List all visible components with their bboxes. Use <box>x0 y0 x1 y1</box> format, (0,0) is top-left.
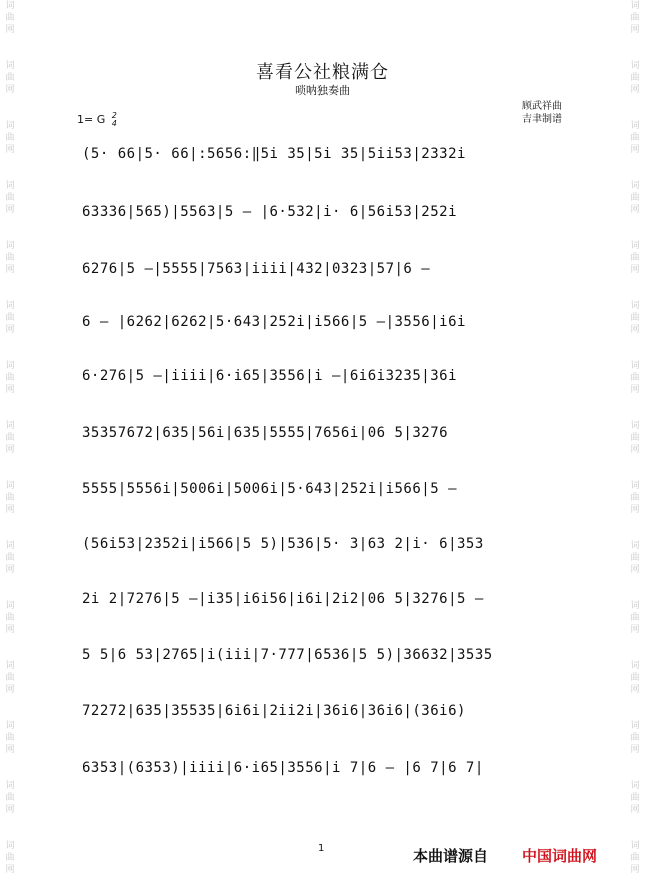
time-signature <box>112 112 117 128</box>
watermark-left <box>2 0 18 891</box>
watermark-group: 词 曲 网 <box>630 721 640 755</box>
staff-line: 5555|5556i|5006i|5006i|5·643|252i|i566|5 — <box>82 481 458 497</box>
composer: 顾武祥曲 <box>522 101 562 112</box>
page-number: 1 <box>318 843 325 854</box>
watermark-group: 词 曲 网 <box>630 121 640 155</box>
arranger: 吉聿制谱 <box>522 114 562 125</box>
watermark-group: 词 曲 网 <box>630 421 640 455</box>
watermark-group: 词 曲 网 <box>630 241 640 275</box>
watermark-group: 词 曲 网 <box>5 601 15 635</box>
watermark-right <box>627 0 643 891</box>
staff-line: 6353|(6353)|iiii|6·i65|3556|i 7|6 — |6 7|6 7| <box>82 760 484 776</box>
score-subtitle: 唢呐独奏曲 <box>295 84 350 97</box>
watermark-group: 词 曲 网 <box>5 421 15 455</box>
watermark-group: 词 曲 网 <box>630 1 640 35</box>
staff-line: 72272|635|35535|6i6i|2ii2i|36i6|36i6|(36i6) <box>82 703 466 719</box>
staff-line: 35357672|635|56i|635|5555|7656i|06 5|3276 <box>82 425 449 441</box>
staff-line: 2i 2|7276|5 —|i35|i6i56|i6i|2i2|06 5|3276|5 — <box>82 591 484 607</box>
watermark-group: 词 曲 网 <box>5 1 15 35</box>
staff-line: (5· 66|5· 66|:5656:‖5i 35|5i 35|5ii53|2332i <box>82 146 466 162</box>
watermark-group: 词 曲 网 <box>5 541 15 575</box>
watermark-group: 词 曲 网 <box>630 361 640 395</box>
watermark-group: 词 曲 网 <box>630 481 640 515</box>
watermark-group: 词 曲 网 <box>5 841 15 875</box>
footer-source-label: 本曲谱源自 <box>413 847 489 865</box>
watermark-group: 词 曲 网 <box>5 301 15 335</box>
watermark-group: 词 曲 网 <box>5 781 15 815</box>
watermark-group: 词 曲 网 <box>630 841 640 875</box>
staff-line: 6·276|5 —|iiii|6·i65|3556|i —|6i6i3235|36i <box>82 368 458 384</box>
credits <box>522 100 562 126</box>
watermark-group: 词 曲 网 <box>630 601 640 635</box>
watermark-group: 词 曲 网 <box>5 481 15 515</box>
key-signature <box>77 112 117 128</box>
watermark-group: 词 曲 网 <box>5 121 15 155</box>
watermark-group: 词 曲 网 <box>630 61 640 95</box>
staff-line: 5 5|6 53|2765|i(iii|7·777|6536|5 5)|36632|3535 <box>82 647 493 663</box>
meter-bottom: 4 <box>111 119 117 128</box>
footer-site-link[interactable]: 中国词曲网 <box>522 847 598 865</box>
staff-line: 6276|5 —|5555|7563|iiii|432|0323|57|6 — <box>82 261 431 277</box>
staff-line: (56i53|2352i|i566|5 5)|536|5· 3|63 2|i· 6|353 <box>82 536 484 552</box>
watermark-group: 词 曲 网 <box>5 61 15 95</box>
watermark-group: 词 曲 网 <box>5 661 15 695</box>
watermark-group: 词 曲 网 <box>5 181 15 215</box>
watermark-group: 词 曲 网 <box>630 541 640 575</box>
staff-line: 6 — |6262|6262|5·643|252i|i566|5 —|3556|i6i <box>82 314 466 330</box>
watermark-group: 词 曲 网 <box>5 721 15 755</box>
watermark-group: 词 曲 网 <box>5 241 15 275</box>
meter-top: 2 <box>111 111 117 120</box>
watermark-group: 词 曲 网 <box>5 361 15 395</box>
watermark-group: 词 曲 网 <box>630 781 640 815</box>
watermark-group: 词 曲 网 <box>630 301 640 335</box>
score-title: 喜看公社粮满仓 <box>256 62 389 83</box>
watermark-group: 词 曲 网 <box>630 181 640 215</box>
watermark-group: 词 曲 网 <box>630 661 640 695</box>
staff-line: 63336|565)|5563|5 — |6·532|i· 6|56i53|252i <box>82 204 458 220</box>
key-label: 1= G <box>77 113 106 126</box>
